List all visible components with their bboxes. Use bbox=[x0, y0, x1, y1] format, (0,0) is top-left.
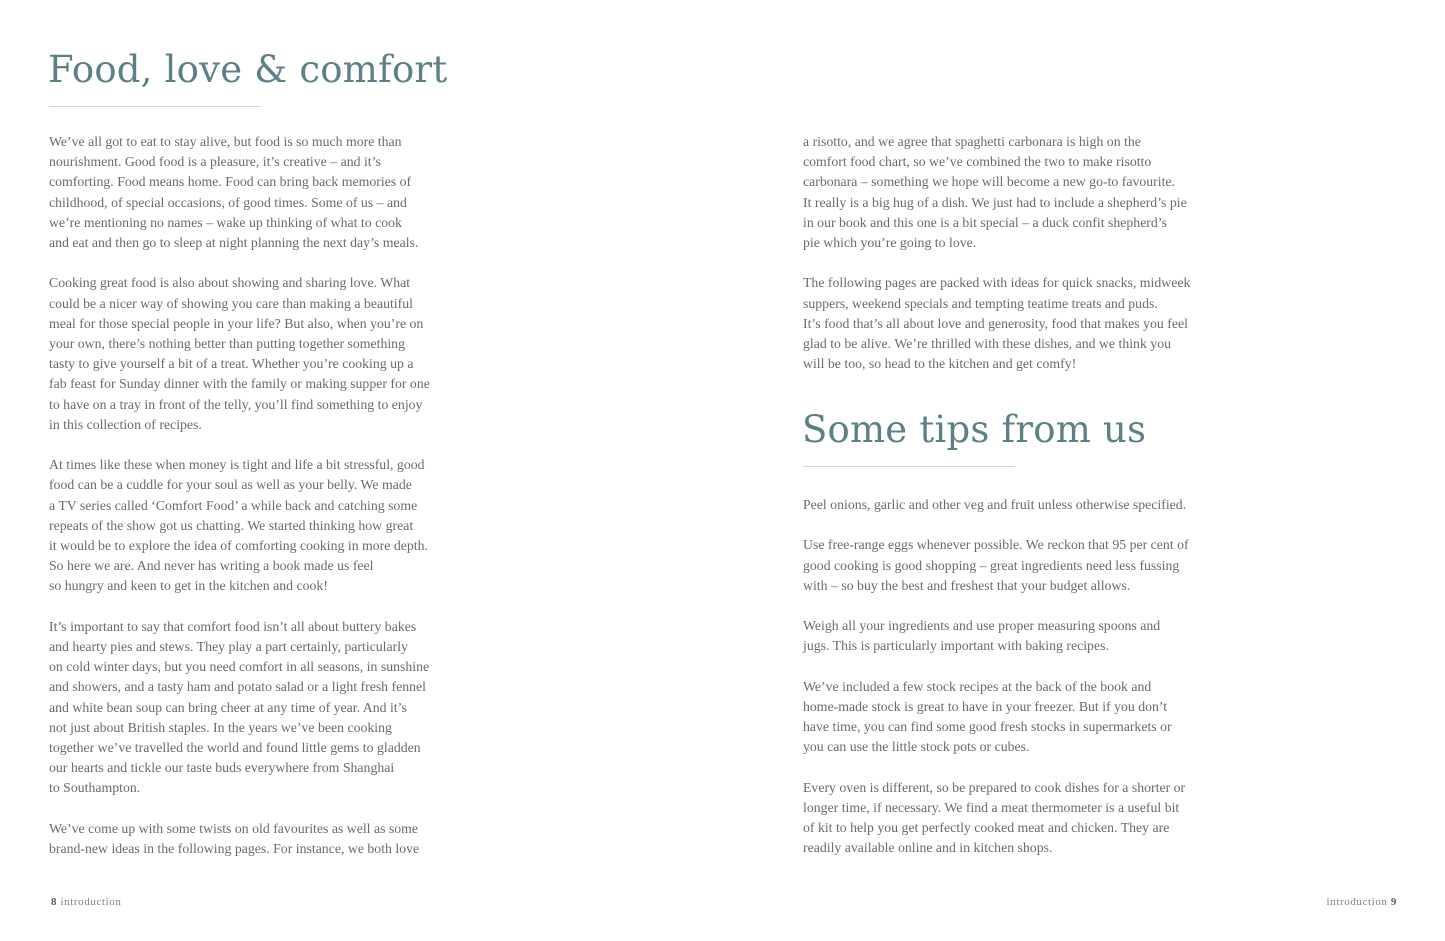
paragraph bbox=[803, 535, 1189, 596]
text-line: Cooking great food is also about showing and sharing love. What bbox=[49, 275, 411, 291]
right-page bbox=[722, 0, 1445, 941]
text-line: meal for those special people in your life? But also, when you’re on bbox=[49, 315, 424, 331]
text-line: Peel onions, garlic and other veg and fruit unless otherwise specified. bbox=[803, 497, 1187, 512]
text-line: to Southampton. bbox=[49, 780, 141, 796]
text-line: together we’ve travelled the world and found little gems to gladden bbox=[49, 740, 421, 756]
text-line: tasty to give yourself a bit of a treat. Whether you’re cooking up a bbox=[49, 356, 414, 372]
text-line: It’s important to say that comfort food isn’t all about buttery bakes bbox=[49, 618, 417, 634]
left-page bbox=[0, 0, 722, 941]
title-divider bbox=[49, 106, 260, 107]
text-line: on cold winter days, but you need comfort in all seasons, in sunshine bbox=[49, 659, 430, 675]
text-line: brand-new ideas in the following pages. For instance, we both love bbox=[49, 841, 420, 857]
text-line: of kit to help you get perfectly cooked meat and chicken. They are bbox=[803, 820, 1170, 836]
paragraph bbox=[49, 819, 430, 859]
text-line: We’ve all got to eat to stay alive, but food is so much more than bbox=[49, 134, 402, 149]
paragraph bbox=[49, 455, 430, 596]
text-line: Use free-range eggs whenever possible. We reckon that 95 per cent of bbox=[803, 537, 1189, 553]
text-line: in this collection of recipes. bbox=[49, 416, 202, 432]
text-line: comforting. Food means home. Food can bring back memories of bbox=[49, 174, 412, 190]
paragraph bbox=[49, 132, 430, 253]
left-body-text bbox=[49, 132, 430, 879]
paragraph bbox=[803, 677, 1189, 758]
text-line: pie which you’re going to love. bbox=[803, 235, 977, 251]
tips-list bbox=[803, 495, 1189, 879]
section-label: introduction bbox=[60, 896, 122, 908]
paragraph bbox=[49, 273, 430, 435]
text-line: jugs. This is particularly important with baking recipes. bbox=[803, 638, 1109, 654]
text-line: it would be to explore the idea of comforting cooking in more depth. bbox=[49, 538, 428, 554]
text-line: our hearts and tickle our taste buds everywhere from Shanghai bbox=[49, 760, 395, 776]
text-line: and eat and then go to sleep at night planning the next day’s meals. bbox=[49, 235, 419, 251]
tips-divider bbox=[803, 466, 1015, 467]
text-line: childhood, of special occasions, of good times. Some of us – and bbox=[49, 194, 407, 210]
text-line: So here we are. And never has writing a book made us feel bbox=[49, 558, 374, 574]
text-line: you can use the little stock pots or cubes. bbox=[803, 739, 1030, 755]
text-line: suppers, weekend specials and tempting teatime treats and puds. bbox=[803, 295, 1158, 311]
text-line: a TV series called ‘Comfort Food’ a while back and catching some bbox=[49, 497, 418, 513]
text-line: comfort food chart, so we’ve combined the two to make risotto bbox=[803, 154, 1152, 170]
text-line: with – so buy the best and freshest that your budget allows. bbox=[803, 577, 1131, 593]
left-folio bbox=[51, 896, 121, 908]
section-label: introduction bbox=[1326, 896, 1388, 908]
text-line: Weigh all your ingredients and use proper measuring spoons and bbox=[803, 618, 1161, 634]
text-line: home-made stock is great to have in your freezer. But if you don’t bbox=[803, 698, 1168, 714]
text-line: will be too, so head to the kitchen and get comfy! bbox=[803, 356, 1077, 372]
text-line: so hungry and keen to get in the kitchen and cook! bbox=[49, 578, 328, 594]
text-line: We’ve included a few stock recipes at the back of the book and bbox=[803, 678, 1152, 694]
text-line: and showers, and a tasty ham and potato salad or a light fresh fennel bbox=[49, 679, 427, 695]
text-line: could be a nicer way of showing you care than making a beautiful bbox=[49, 295, 413, 311]
text-line: At times like these when money is tight and life a bit stressful, good bbox=[49, 457, 425, 473]
page-number: 9 bbox=[1390, 896, 1397, 908]
text-line: a risotto, and we agree that spaghetti carbonara is high on the bbox=[803, 134, 1141, 149]
paragraph bbox=[49, 617, 430, 799]
text-line: and hearty pies and stews. They play a part certainly, particularly bbox=[49, 639, 408, 655]
text-line: glad to be alive. We’re thrilled with these dishes, and we think you bbox=[803, 336, 1171, 352]
paragraph bbox=[803, 778, 1189, 859]
paragraph bbox=[803, 616, 1189, 656]
paragraph bbox=[803, 495, 1189, 515]
text-line: It’s food that’s all about love and generosity, food that makes you feel bbox=[803, 315, 1188, 331]
text-line: Every oven is different, so be prepared to cook dishes for a shorter or bbox=[803, 779, 1186, 795]
tips-heading: Some tips from us bbox=[802, 408, 1147, 451]
text-line: in our book and this one is a bit special – a duck confit shepherd’s bbox=[803, 214, 1168, 230]
paragraph bbox=[803, 273, 1190, 374]
text-line: have time, you can find some good fresh stocks in supermarkets or bbox=[803, 719, 1172, 735]
text-line: food can be a cuddle for your soul as well as your belly. We made bbox=[49, 477, 412, 493]
text-line: repeats of the show got us chatting. We started thinking how great bbox=[49, 517, 414, 533]
text-line: The following pages are packed with ideas for quick snacks, midweek bbox=[803, 275, 1191, 291]
text-line: readily available online and in kitchen shops. bbox=[803, 840, 1053, 856]
right-intro-text bbox=[803, 132, 1190, 395]
text-line: nourishment. Good food is a pleasure, it’s creative – and it’s bbox=[49, 154, 381, 170]
text-line: It really is a big hug of a dish. We just had to include a shepherd’s pie bbox=[803, 194, 1187, 210]
text-line: fab feast for Sunday dinner with the family or making supper for one bbox=[49, 376, 430, 392]
text-line: and white bean soup can bring cheer at any time of year. And it’s bbox=[49, 699, 407, 715]
text-line: to have on a tray in front of the telly, you’ll find something to enjoy bbox=[49, 396, 423, 412]
text-line: longer time, if necessary. We find a meat thermometer is a useful bit bbox=[803, 799, 1180, 815]
text-line: good cooking is good shopping – great ingredients need less fussing bbox=[803, 557, 1180, 573]
text-line: We’ve come up with some twists on old favourites as well as some bbox=[49, 820, 419, 836]
text-line: your own, there’s nothing better than putting together something bbox=[49, 336, 405, 352]
text-line: we’re mentioning no names – wake up thinking of what to cook bbox=[49, 214, 402, 230]
paragraph bbox=[803, 132, 1190, 253]
page-title: Food, love & comfort bbox=[48, 48, 448, 91]
text-line: not just about British staples. In the years we’ve been cooking bbox=[49, 719, 392, 735]
page-number: 8 bbox=[51, 896, 58, 908]
text-line: carbonara – something we hope will become a new go-to favourite. bbox=[803, 174, 1176, 190]
right-folio bbox=[1327, 896, 1397, 908]
